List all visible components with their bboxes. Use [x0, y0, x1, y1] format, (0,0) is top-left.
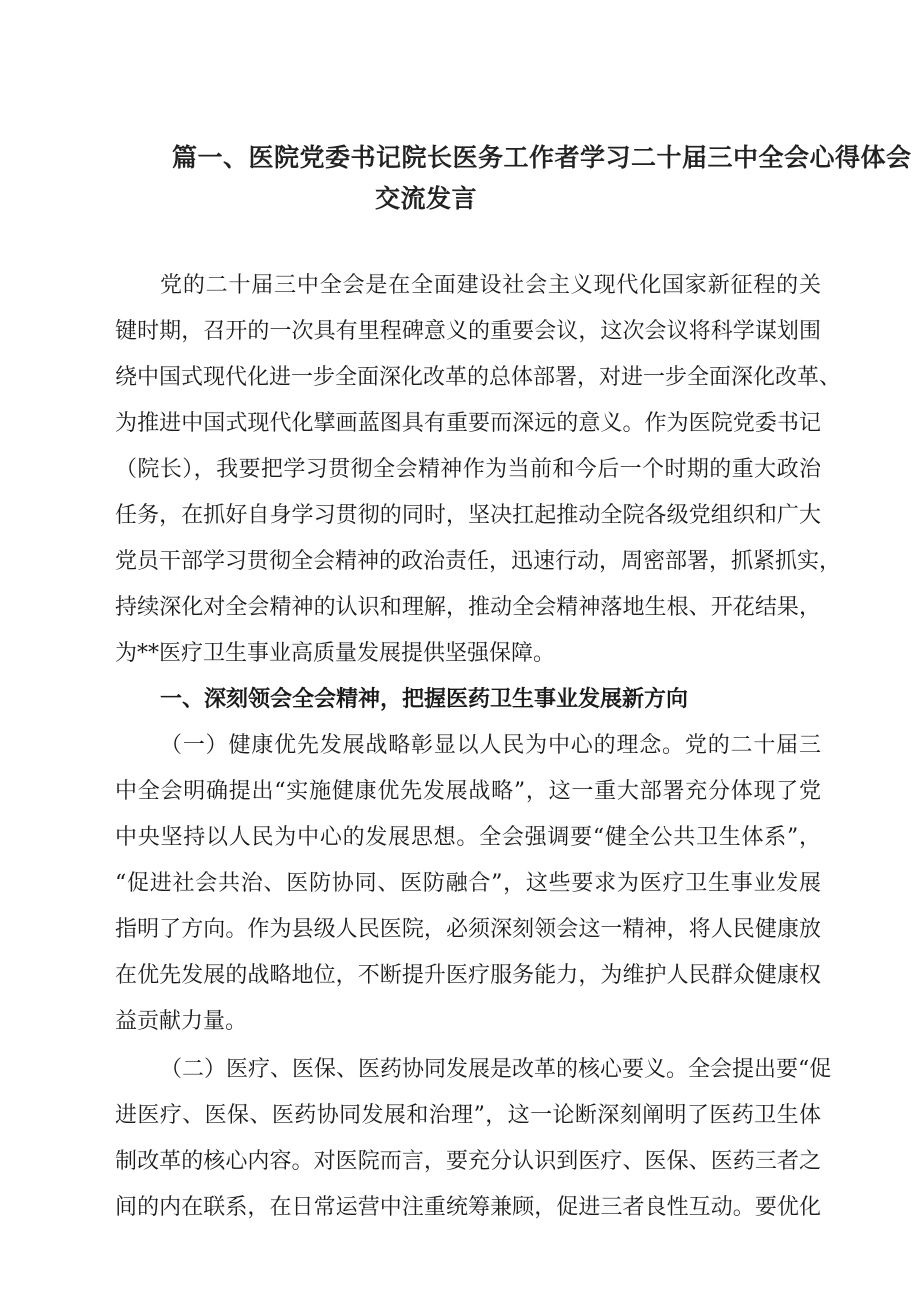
paragraph-line: 党的二十届三中全会是在全面建设社会主义现代化国家新征程的关	[160, 273, 821, 298]
document-title-line-1: 篇一、医院党委书记院长医务工作者学习二十届三中全会心得体会	[172, 143, 912, 172]
paragraph-line: 中央坚持以人民为中心的发展思想。全会强调要“健全公共卫生体系”，	[115, 825, 821, 850]
paragraph-line: 为**医疗卫生事业高质量发展提供坚强保障。	[115, 641, 556, 666]
document-title-line-2: 交流发言	[375, 184, 478, 213]
paragraph-line: （院长），我要把学习贯彻全会精神作为当前和今后一个时期的重大政治	[115, 457, 821, 482]
paragraph-line: （一）健康优先发展战略彰显以人民为中心的理念。党的二十届三	[160, 733, 821, 758]
paragraph-line: 进医疗、医保、医药协同发展和治理”，这一论断深刻阐明了医药卫生体	[115, 1103, 821, 1128]
paragraph-line: 间的内在联系，在日常运营中注重统筹兼顾，促进三者良性互动。要优化	[115, 1195, 821, 1220]
paragraph-line: 指明了方向。作为县级人民医院，必须深刻领会这一精神，将人民健康放	[115, 917, 821, 942]
paragraph-line: 中全会明确提出“实施健康优先发展战略”，这一重大部署充分体现了党	[115, 779, 821, 804]
paragraph-line: 在优先发展的战略地位，不断提升医疗服务能力，为维护人民群众健康权	[115, 963, 821, 988]
paragraph-line: 键时期，召开的一次具有里程碑意义的重要会议，这次会议将科学谋划围	[115, 319, 821, 344]
paragraph-line: 绕中国式现代化进一步全面深化改革的总体部署，对进一步全面深化改革、	[115, 365, 842, 390]
paragraph-line: （二）医疗、医保、医药协同发展是改革的核心要义。全会提出要“促	[160, 1057, 832, 1082]
paragraph-line: 益贡献力量。	[115, 1009, 248, 1034]
paragraph-line: 制改革的核心内容。对医院而言，要充分认识到医疗、医保、医药三者之	[115, 1149, 821, 1174]
paragraph-line: “促进社会共治、医防协同、医防融合”，这些要求为医疗卫生事业发展	[115, 871, 821, 896]
paragraph-line: 为推进中国式现代化擘画蓝图具有重要而深远的意义。作为医院党委书记	[115, 411, 821, 436]
section-heading: 一、深刻领会全会精神，把握医药卫生事业发展新方向	[160, 687, 689, 712]
paragraph-line: 持续深化对全会精神的认识和理解，推动全会精神落地生根、开花结果，	[115, 595, 821, 620]
paragraph-line: 党员干部学习贯彻全会精神的政治责任，迅速行动，周密部署，抓紧抓实，	[115, 549, 842, 574]
paragraph-line: 任务，在抓好自身学习贯彻的同时，坚决扛起推动全院各级党组织和广大	[115, 503, 821, 528]
